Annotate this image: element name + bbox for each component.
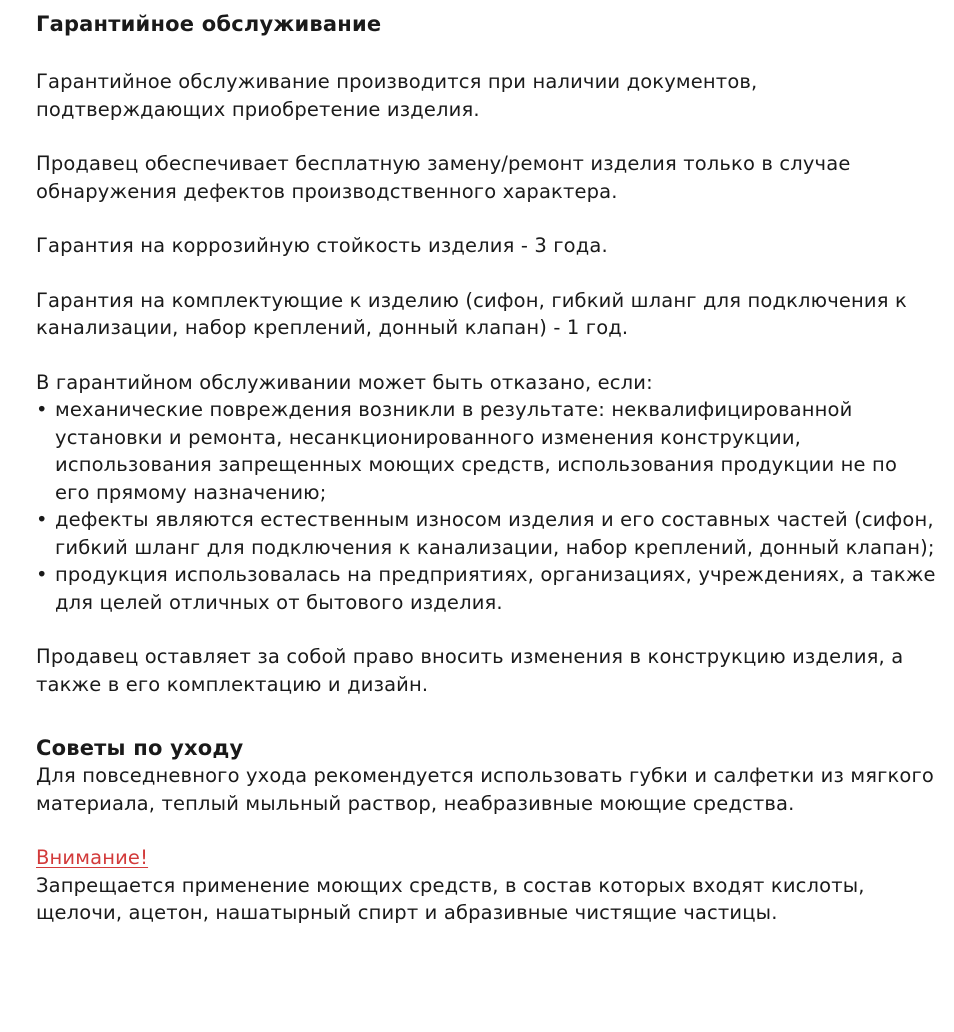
warranty-title: Гарантийное обслуживание: [36, 12, 382, 36]
list-item: [36, 506, 936, 561]
list-item-text: механические повреждения возникли в результате: неквалифицированной установки и ремонта, несанкционированного изменения конструкции, использования запрещенных моющих средств, использования продукции не по его прямому назначению;: [55, 398, 898, 504]
warning-label: Внимание!: [36, 846, 149, 869]
warranty-paragraph-documents: Гарантийное обслуживание производится при наличии документов, подтверждающих приобретение изделия.: [36, 70, 758, 121]
bullet-icon: •: [36, 398, 48, 421]
warranty-paragraph-replacement: Продавец обеспечивает бесплатную замену/ремонт изделия только в случае обнаружения дефектов производственного характера.: [36, 152, 851, 203]
warning-paragraph: Запрещается применение моющих средств, в состав которых входят кислоты, щелочи, ацетон, нашатырный спирт и абразивные чистящие частицы.: [36, 873, 865, 924]
care-paragraph: Для повседневного ухода рекомендуется использовать губки и салфетки из мягкого материала, теплый мыльный раствор, неабразивные моющие средства.: [36, 764, 934, 815]
document-page: [36, 10, 936, 927]
refusal-reasons-list: [36, 396, 936, 616]
warranty-paragraph-components: Гарантия на комплектующие к изделию (сифон, гибкий шланг для подключения к канализации, набор креплений, донный клапан) - 1 год.: [36, 288, 907, 339]
list-item: [36, 396, 936, 506]
warranty-paragraph-corrosion: Гарантия на коррозийную стойкость изделия - 3 года.: [36, 234, 608, 257]
care-title: Советы по уходу: [36, 736, 244, 760]
bullet-icon: •: [36, 508, 48, 531]
refusal-intro: В гарантийном обслуживании может быть отказано, если:: [36, 370, 653, 394]
bullet-icon: •: [36, 563, 48, 586]
list-item: [36, 561, 936, 616]
warranty-paragraph-changes: Продавец оставляет за собой право вносить изменения в конструкцию изделия, а также в его комплектацию и дизайн.: [36, 645, 904, 696]
list-item-text: продукция использовалась на предприятиях, организациях, учреждениях, а также для целей отличных от бытового изделия.: [55, 563, 936, 614]
list-item-text: дефекты являются естественным износом изделия и его составных частей (сифон, гибкий шланг для подключения к канализации, набор креплений, донный клапан);: [55, 508, 935, 559]
